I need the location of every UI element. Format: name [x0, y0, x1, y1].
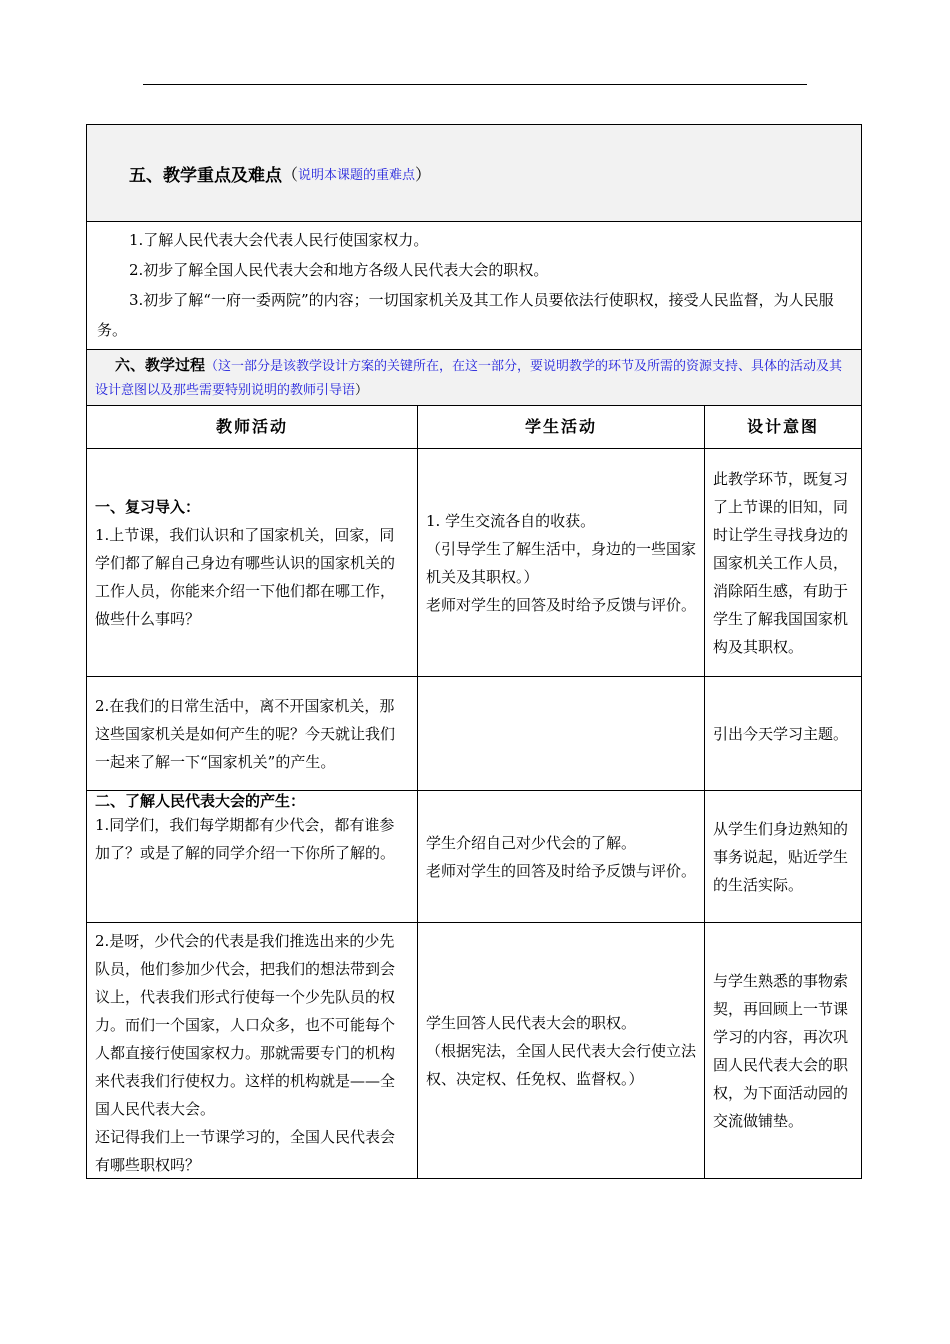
student-line: （引导学生了解生活中，身边的一些国家机关及其职权。）	[426, 539, 697, 586]
header-student: 学生活动	[418, 406, 705, 448]
student-line: 老师对学生的回答及时给予反馈与评价。	[426, 861, 697, 880]
table-row	[86, 677, 862, 791]
section6-title: 六、教学过程	[115, 356, 206, 374]
student-cell	[418, 449, 705, 676]
header-teacher: 教师活动	[87, 406, 418, 448]
table-row	[86, 449, 862, 677]
section6-header	[86, 350, 862, 406]
table-row	[86, 923, 862, 1179]
teacher-cell	[87, 923, 418, 1178]
section5-item-2: 2.初步了解全国人民代表大会和地方各级人民代表大会的职权。	[129, 261, 549, 279]
teacher-heading: 一、复习导入：	[95, 497, 201, 516]
section5-note: 说明本课题的重难点	[298, 167, 416, 183]
teacher-text: 1.上节课，我们认识和了国家机关，回家，同学们都了解自己身边有哪些认识的国家机关的工作人员，你能来介绍一下他们都在哪工作，做些什么事吗？	[95, 525, 396, 628]
student-line: （根据宪法，全国人民代表大会行使立法权、决定权、任免权、监督权。）	[426, 1041, 697, 1088]
intent-text: 此教学环节，既复习了上节课的旧知，同时让学生寻找身边的国家机关工作人员，消除陌生感，有助于学生了解我国国家机构及其职权。	[713, 469, 849, 656]
intent-cell	[705, 923, 861, 1178]
table-row	[86, 791, 862, 923]
section5-paren-close: ）	[415, 164, 432, 184]
section5-header	[86, 124, 862, 222]
section5-item-1: 1.了解人民代表大会代表人民行使国家权力。	[129, 231, 429, 249]
section5-paren-open: （	[282, 164, 299, 184]
teacher-extra-text: 还记得我们上一节课学习的，全国人民代表会有哪些职权吗？	[95, 1128, 396, 1174]
intent-cell	[705, 449, 861, 676]
teacher-text: 2.在我们的日常生活中，离不开国家机关，那这些国家机关是如何产生的呢？今天就让我们一起来了解一下“国家机关”的产生。	[95, 696, 396, 771]
lesson-plan-table	[86, 124, 862, 1179]
intent-text: 与学生熟悉的事物索契，再回顾上一节课学习的内容，再次巩固人民代表大会的职权，为下面活动园的交流做铺垫。	[713, 971, 849, 1130]
section6-paren-close: ）	[355, 383, 369, 398]
intent-text: 引出今天学习主题。	[713, 724, 849, 743]
student-line: 学生介绍自己对少代会的了解。	[426, 833, 637, 852]
teacher-cell	[87, 677, 418, 790]
teacher-heading: 二、了解人民代表大会的产生：	[95, 792, 306, 810]
student-cell	[418, 923, 705, 1178]
intent-cell	[705, 677, 861, 790]
intent-text: 从学生们身边熟知的事务说起，贴近学生的生活实际。	[713, 819, 849, 894]
section5-item-3: 3.初步了解“一府一委两院”的内容；一切国家机关及其工作人员要依法行使职权，接受人民监督，为人民服务。	[97, 291, 834, 339]
student-line: 1. 学生交流各自的收获。	[426, 511, 596, 530]
section5-body	[86, 222, 862, 350]
header-rule	[143, 84, 807, 85]
teacher-text: 2.是呀，少代会的代表是我们推选出来的少先队员，他们参加少代会，把我们的想法带到会议上，代表我们形式行使每一个少先队员的权力。而们一个国家，人口众多，也不可能每个人都直接行使国家权力。那就需要专门的机构来代表我们行使权力。这样的机构就是——全国人民代表大会。	[95, 932, 396, 1118]
teacher-text: 1.同学们，我们每学期都有少代会，都有谁参加了？或是了解的同学介绍一下你所了解的。	[95, 816, 396, 862]
header-intent: 设计意图	[746, 417, 819, 436]
student-cell	[418, 791, 705, 922]
intent-cell	[705, 791, 861, 922]
teacher-cell	[87, 449, 418, 676]
section5-title: 五、教学重点及难点	[129, 165, 282, 186]
section6-note: 这一部分是该教学设计方案的关键所在，在这一部分，要说明教学的环节及所需的资源支持、具体的活动及其设计意图以及那些需要特别说明的教师引导语	[95, 359, 843, 398]
table-header-row	[86, 406, 862, 449]
student-line: 老师对学生的回答及时给予反馈与评价。	[426, 595, 697, 614]
teacher-cell	[87, 791, 418, 922]
student-cell	[418, 677, 705, 790]
section6-paren-open: （	[205, 359, 219, 374]
student-line: 学生回答人民代表大会的职权。	[426, 1013, 637, 1032]
